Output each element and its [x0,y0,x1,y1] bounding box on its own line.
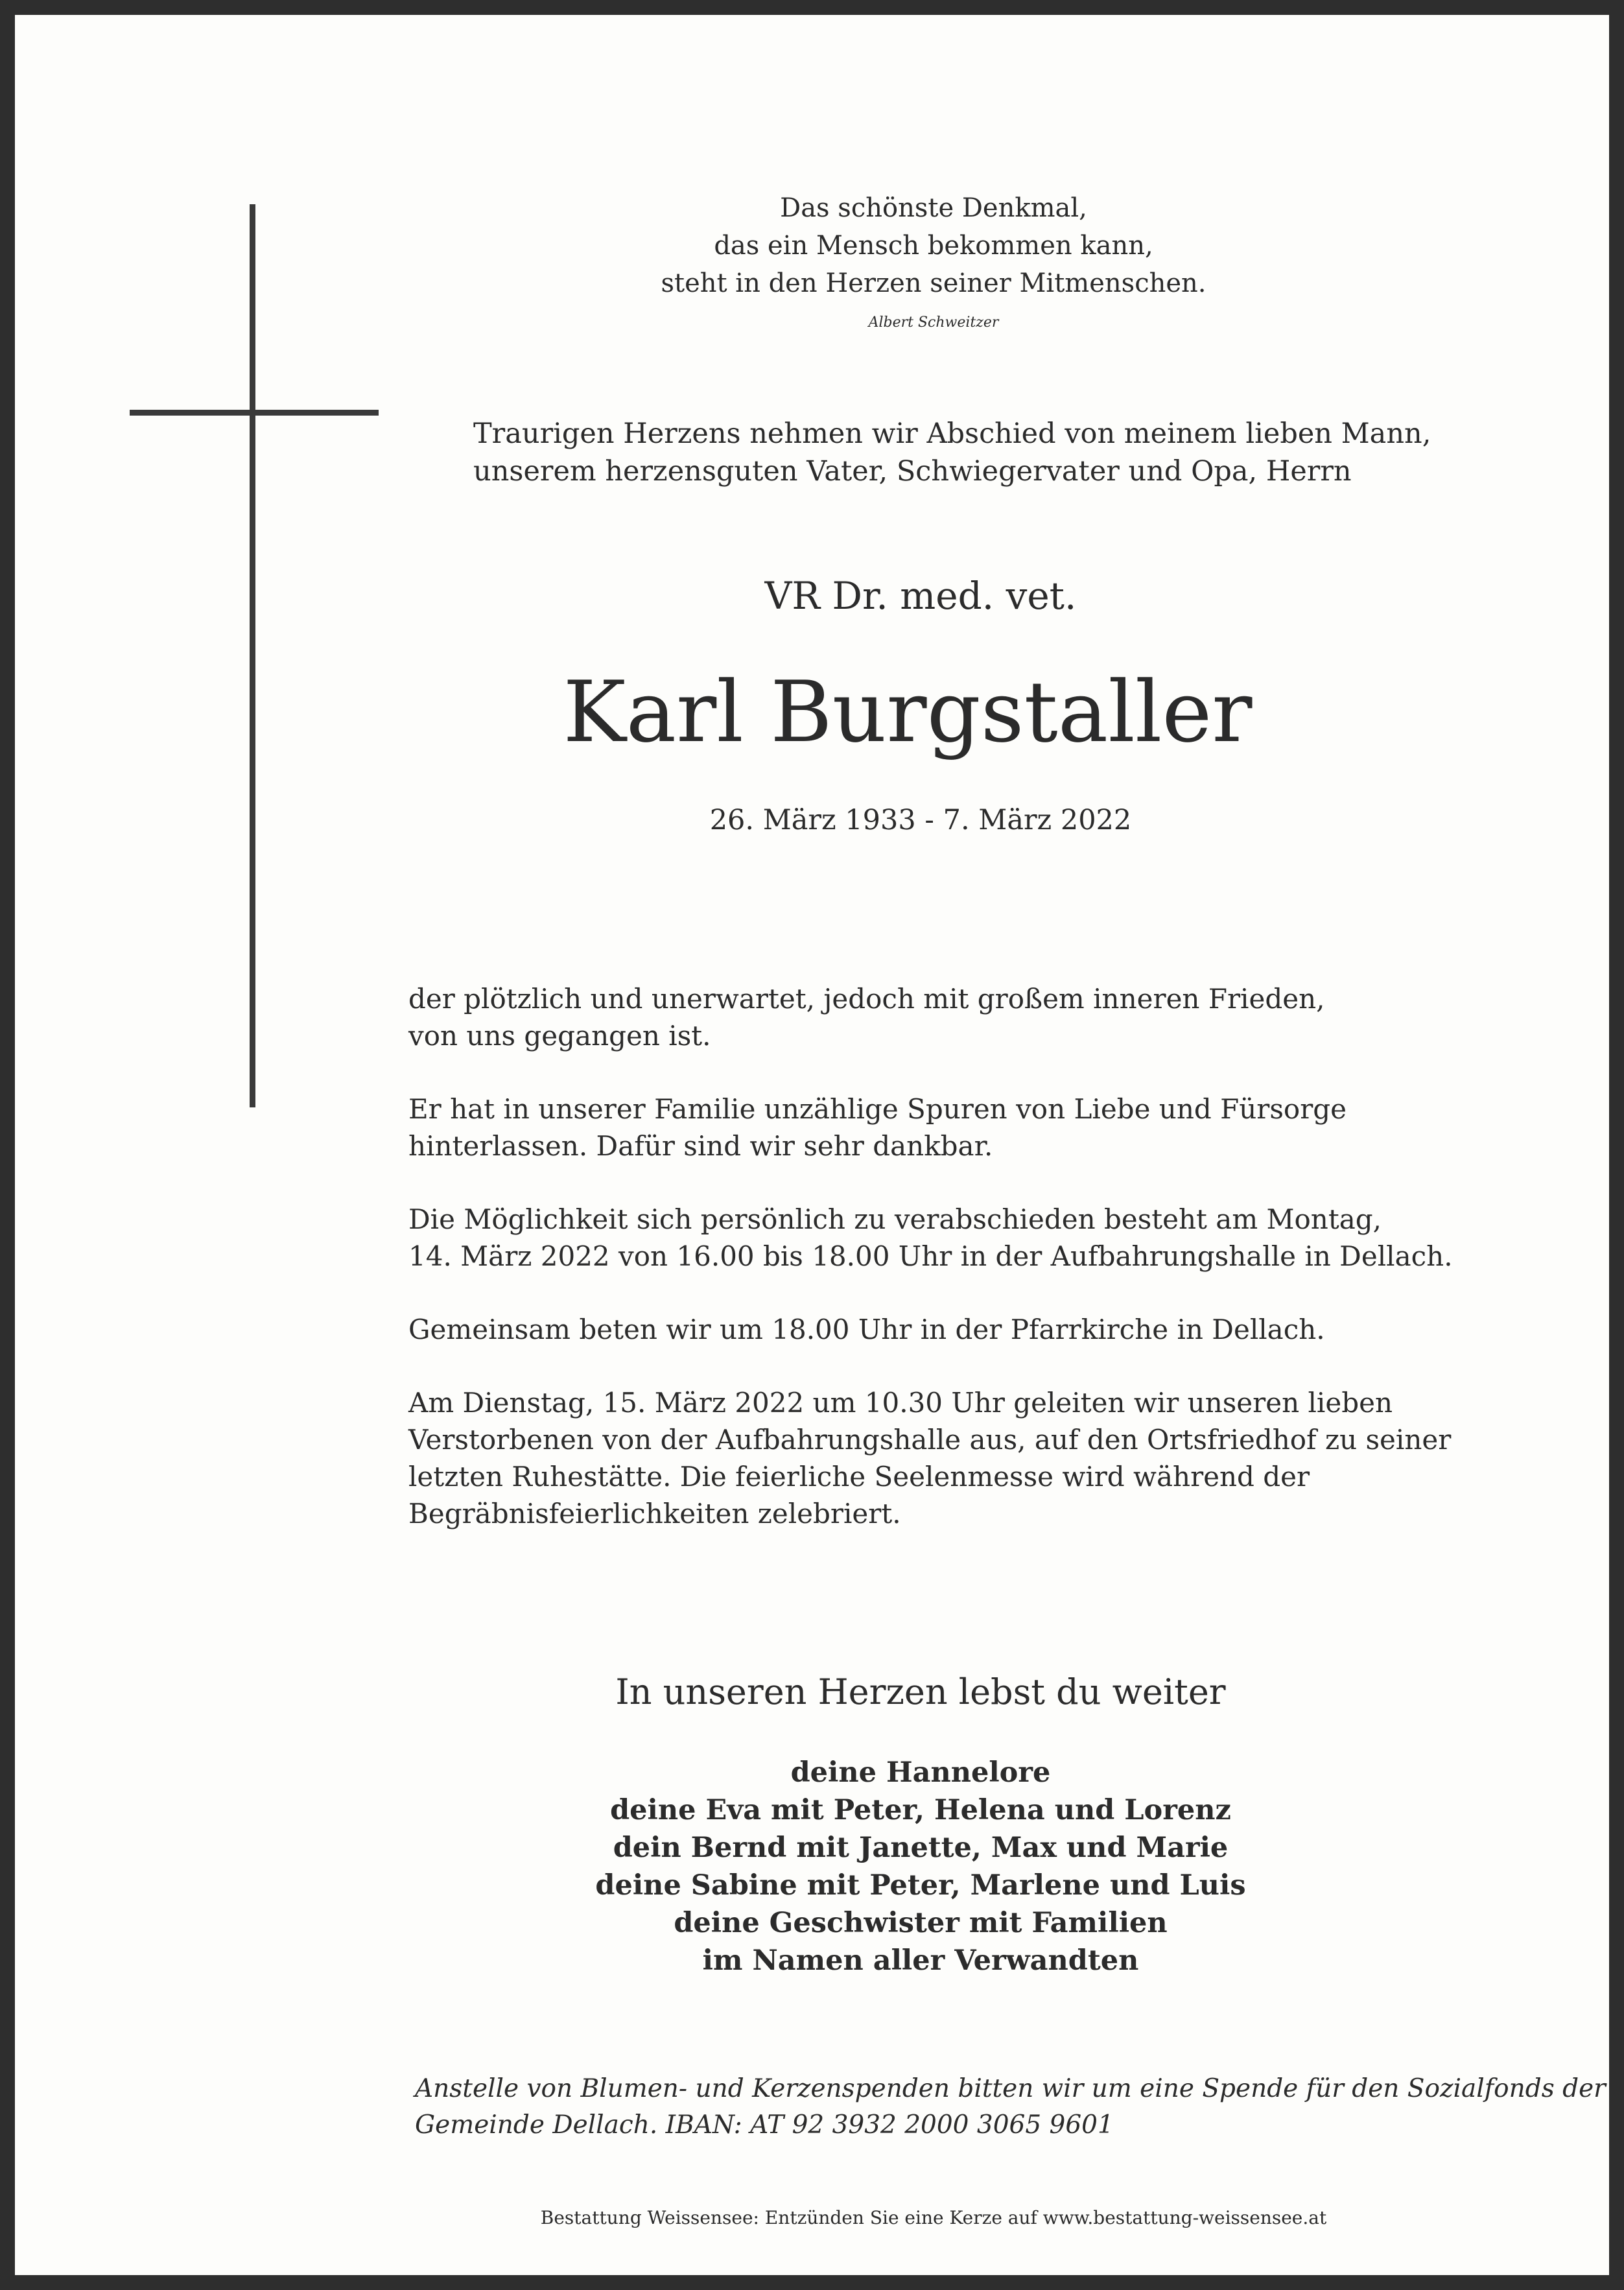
body-line: Gemeinsam beten wir um 18.00 Uhr in der Pfarrkirche in Dellach. [408,1314,1325,1345]
intro-line: Traurigen Herzens nehmen wir Abschied von meinem lieben Mann, [473,418,1431,450]
deceased-dates: 26. März 1933 - 7. März 2022 [709,804,1132,836]
body-line: der plötzlich und unerwartet, jedoch mit großem inneren Frieden, [408,983,1325,1015]
quote-line: steht in den Herzen seiner Mitmenschen. [661,268,1206,298]
footer-note: Bestattung Weissensee: Entzünden Sie eine Kerze auf www.bestattung-weissensee.at [540,2207,1327,2228]
intro-line: unserem herzensguten Vater, Schwiegervater und Opa, Herrn [473,455,1352,488]
family-line: im Namen aller Verwandten [702,1944,1139,1977]
body-line: 14. März 2022 von 16.00 bis 18.00 Uhr in der Aufbahrungshalle in Dellach. [408,1240,1453,1272]
family-line: dein Bernd mit Janette, Max und Marie [613,1832,1229,1864]
donation-line: Anstelle von Blumen- und Kerzenspenden bitten wir um eine Spende für den Sozialfonds der [415,2074,1606,2103]
quote-line: Das schönste Denkmal, [780,193,1087,223]
body-paragraph [408,980,1511,1054]
body-line: von uns gegangen ist. [408,1020,711,1052]
motto: In unseren Herzen lebst du weiter [615,1671,1226,1712]
family-line: deine Hannelore [790,1756,1051,1789]
body-paragraph [408,1311,1511,1348]
body-line: Die Möglichkeit sich persönlich zu verabschieden besteht am Montag, [408,1203,1382,1235]
body-paragraph [408,1384,1511,1532]
body-line: Begräbnisfeierlichkeiten zelebriert. [408,1498,901,1529]
family-signatures [454,1754,1387,1979]
body-paragraph [408,1091,1511,1164]
donation-note [415,2071,1606,2143]
deceased-name: Karl Burgstaller [563,663,1253,761]
cross-vertical-bar [250,204,255,1107]
body-line: Am Dienstag, 15. März 2022 um 10.30 Uhr geleiten wir unseren lieben [408,1387,1393,1419]
family-line: deine Eva mit Peter, Helena und Lorenz [610,1794,1231,1826]
donation-line: Gemeinde Dellach. IBAN: AT 92 3932 2000 3065 9601 [415,2110,1114,2140]
body-line: Verstorbenen von der Aufbahrungshalle aus, auf den Ortsfriedhof zu seiner [408,1424,1452,1456]
quote [454,189,1413,302]
body-line: letzten Ruhestätte. Die feierliche Seelenmesse wird während der [408,1461,1310,1493]
intro-text [473,415,1511,490]
family-line: deine Sabine mit Peter, Marlene und Luis [595,1869,1246,1902]
deceased-title: VR Dr. med. vet. [764,574,1077,618]
body-paragraph [408,1201,1511,1275]
cross-horizontal-bar [130,410,379,416]
body-line: hinterlassen. Dafür sind wir sehr dankbar. [408,1130,993,1162]
family-line: deine Geschwister mit Familien [674,1907,1168,1939]
quote-author: Albert Schweitzer [868,314,999,331]
body-line: Er hat in unserer Familie unzählige Spuren von Liebe und Fürsorge [408,1093,1347,1125]
quote-line: das ein Mensch bekommen kann, [714,231,1153,261]
body-text [408,980,1511,1568]
